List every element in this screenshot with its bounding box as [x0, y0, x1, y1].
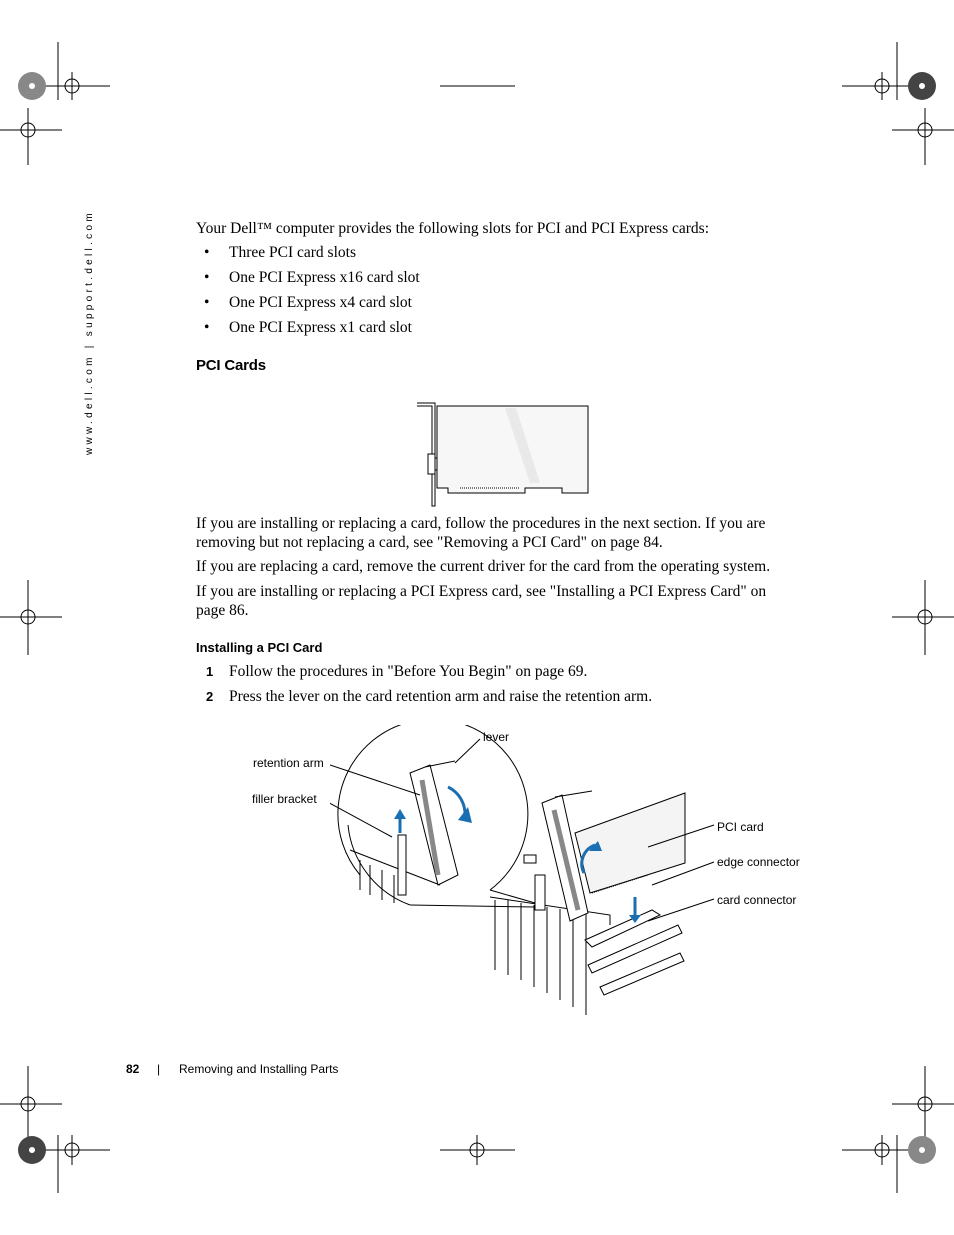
list-item: • One PCI Express x16 card slot	[204, 269, 420, 286]
step-item: 2 Press the lever on the card retention arm and raise the retention arm.	[206, 688, 653, 705]
step-item: 1 Follow the procedures in "Before You Begin" on page 69.	[206, 663, 588, 680]
callout-filler-bracket: filler bracket	[252, 792, 317, 806]
pci-card-figure	[410, 398, 595, 510]
intro-paragraph: Your Dell™ computer provides the following slots for PCI and PCI Express cards:	[196, 220, 710, 237]
callout-edge-connector: edge connector	[717, 855, 800, 869]
list-item: • Three PCI card slots	[204, 244, 356, 261]
paragraph: If you are installing or replacing a PCI Express card, see "Installing a PCI Express Card" on page 86.	[196, 583, 767, 619]
footer-chapter: Removing and Installing Parts	[179, 1062, 339, 1076]
subsection-title: Installing a PCI Card	[196, 640, 323, 655]
footer-separator: |	[157, 1062, 161, 1076]
callout-retention-arm: retention arm	[253, 756, 324, 770]
list-item: • One PCI Express x4 card slot	[204, 294, 412, 311]
callout-lever: lever	[483, 730, 510, 744]
paragraph: If you are installing or replacing a card, follow the procedures in the next section. If you are removing but not replacing a card, see "Removing a PCI Card" on page 84.	[196, 515, 766, 551]
callout-card-connector: card connector	[717, 893, 797, 907]
list-item: • One PCI Express x1 card slot	[204, 319, 412, 336]
page-number: 82	[126, 1062, 140, 1076]
paragraph: If you are replacing a card, remove the current driver for the card from the operating system.	[196, 558, 771, 575]
section-title: PCI Cards	[196, 357, 266, 374]
callout-pci-card: PCI card	[717, 820, 764, 834]
sidebar-url: www.dell.com | support.dell.com	[84, 210, 95, 455]
retention-arm-figure	[330, 725, 830, 1025]
